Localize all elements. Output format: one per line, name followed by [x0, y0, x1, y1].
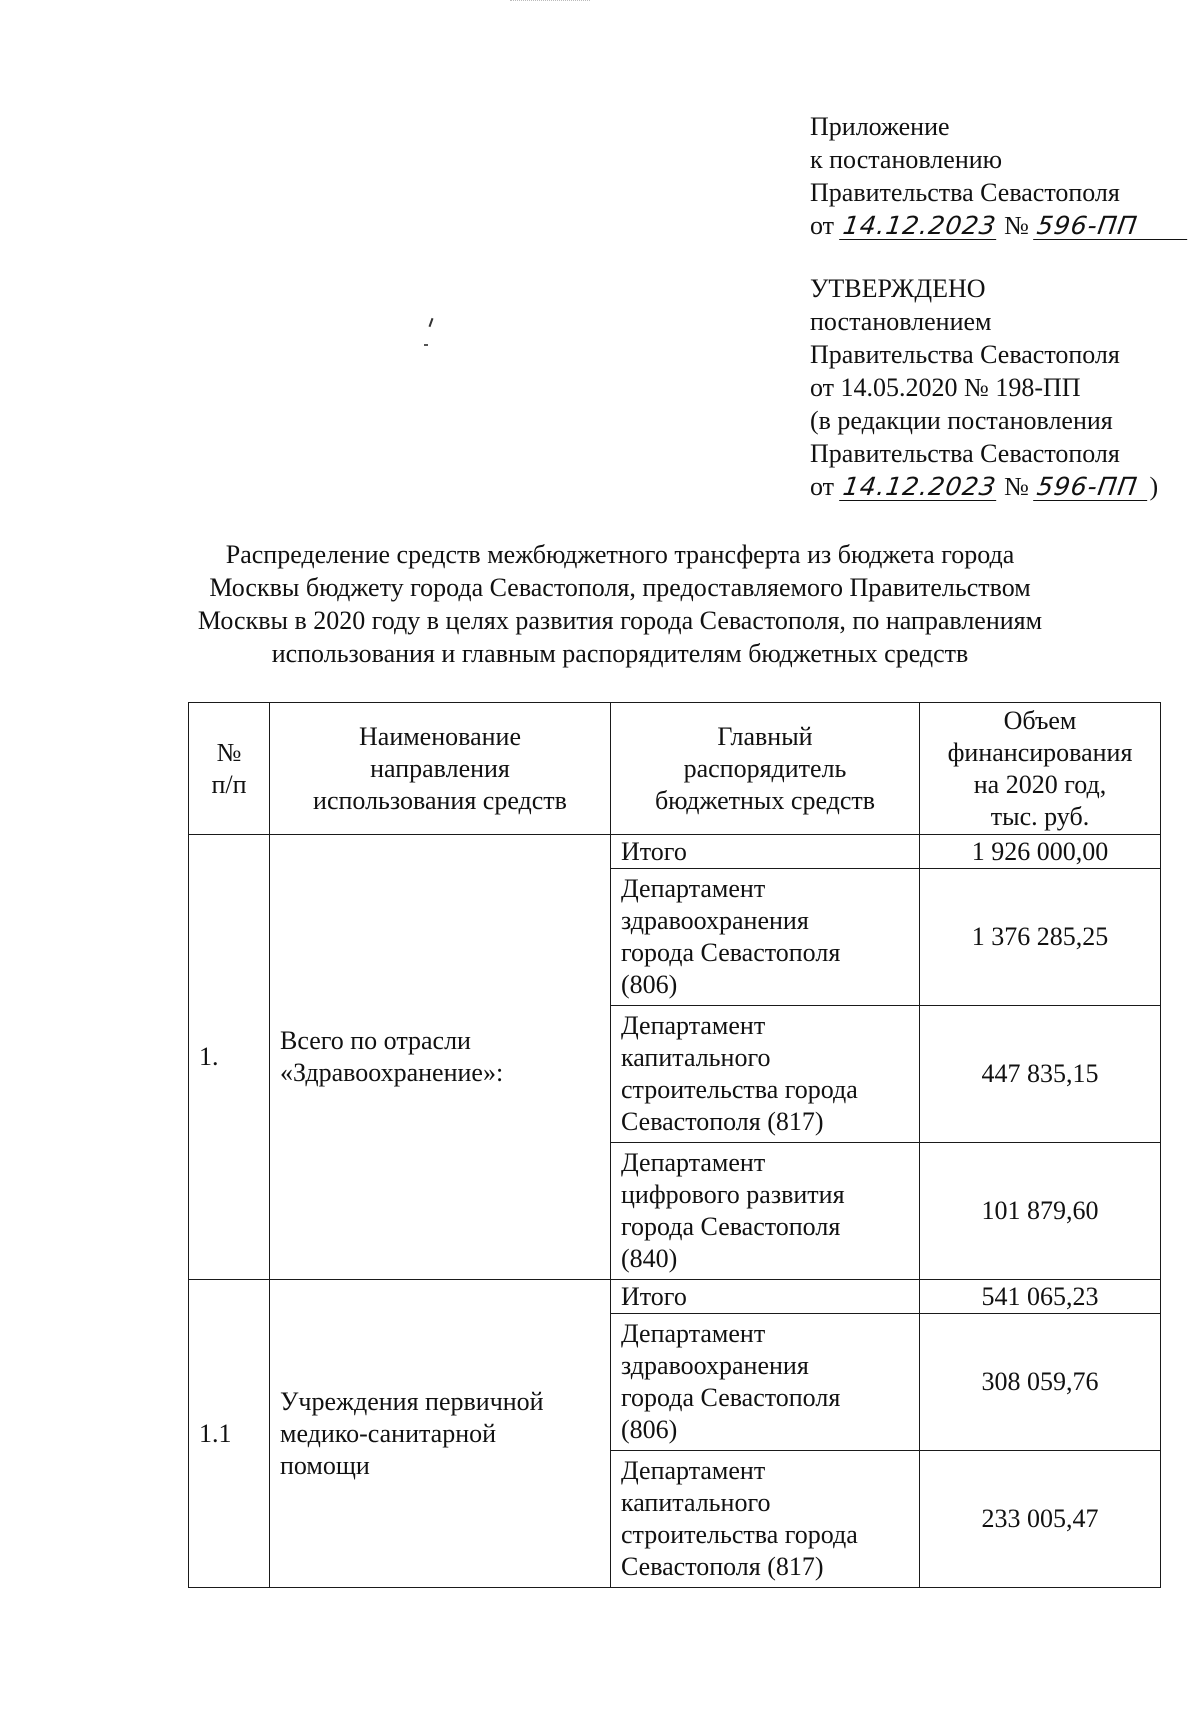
table-row [189, 1280, 1161, 1314]
header-text: Объем [1003, 705, 1077, 735]
distribution-table [188, 702, 1161, 1588]
number-sign: № [1004, 472, 1029, 501]
header-sum [920, 703, 1161, 835]
department-line: капитального [621, 1488, 771, 1517]
number-sign: № [1004, 211, 1029, 240]
department-cell [611, 1006, 920, 1143]
approved-line: от 14.05.2020 № 198-ПП [810, 373, 1081, 402]
department-line: здравоохранения [621, 1351, 809, 1380]
appendix-line: Приложение [810, 112, 950, 141]
department-line: цифрового развития [621, 1180, 845, 1209]
stray-pen-mark [429, 318, 434, 327]
department-line: Департамент [621, 874, 766, 903]
header-name [270, 703, 611, 835]
total-value: 541 065,23 [920, 1280, 1161, 1314]
department-line: капитального [621, 1043, 771, 1072]
department-line: города Севастополя [621, 1212, 841, 1241]
department-line: строительства города [621, 1075, 858, 1104]
direction-name-line: Всего по отрасли [280, 1026, 471, 1055]
from-prefix: от [810, 211, 835, 240]
direction-name-line: Учреждения первичной [280, 1386, 544, 1416]
department-cell [611, 1314, 920, 1451]
document-title [140, 538, 1100, 670]
department-line: строительства города [621, 1520, 858, 1549]
department-line: города Севастополя [621, 938, 841, 967]
department-line: здравоохранения [621, 906, 809, 935]
amount-cell: 233 005,47 [920, 1451, 1161, 1588]
header-text: бюджетных средств [654, 785, 876, 815]
direction-name-line: помощи [280, 1450, 370, 1480]
title-line: Москвы бюджету города Севастополя, предоставляемого Правительством [209, 573, 1031, 602]
header-dept [611, 703, 920, 835]
amount-cell: 101 879,60 [920, 1143, 1161, 1280]
direction-name-line: «Здравоохранение»: [280, 1058, 504, 1087]
direction-name [270, 1280, 611, 1588]
total-value: 1 926 000,00 [920, 835, 1161, 869]
department-cell [611, 1143, 920, 1280]
row-number: 1. [189, 835, 270, 1280]
approved-line: Правительства Севастополя [810, 340, 1120, 369]
table-header-row [189, 703, 1161, 835]
table-row [189, 835, 1161, 869]
header-text: п/п [211, 769, 247, 799]
total-label: Итого [611, 835, 920, 869]
approved-block [810, 272, 1158, 503]
appendix-line: к постановлению [810, 145, 1003, 174]
stray-pen-mark [424, 344, 428, 346]
handwritten-date: 14.12.2023 [840, 472, 998, 501]
approved-line: постановлением [810, 307, 992, 336]
approved-line: Правительства Севастополя [810, 439, 1120, 468]
header-text: Главный [717, 721, 813, 751]
handwritten-number: 596-ПП [1034, 213, 1192, 240]
title-line: Распределение средств межбюджетного трансферта из бюджета города [225, 540, 1015, 569]
row-number: 1.1 [189, 1280, 270, 1588]
header-text: финансирования [947, 737, 1133, 767]
header-text: распорядитель [683, 753, 847, 783]
amount-cell: 308 059,76 [920, 1314, 1161, 1451]
close-paren: ) [1149, 472, 1159, 501]
department-line: (806) [621, 970, 678, 999]
department-line: Департамент [621, 1319, 766, 1348]
department-line: Департамент [621, 1456, 766, 1485]
department-line: Департамент [621, 1148, 766, 1177]
appendix-line: Правительства Севастополя [810, 178, 1120, 207]
direction-name-line: медико-санитарной [280, 1418, 497, 1448]
direction-name [270, 835, 611, 1280]
header-text: № [216, 737, 242, 767]
approved-heading: УТВЕРЖДЕНО [810, 274, 986, 303]
department-line: Севастополя (817) [621, 1552, 824, 1581]
from-prefix: от [810, 472, 835, 501]
department-cell [611, 1451, 920, 1588]
title-line: использования и главным распорядителям бюджетных средств [271, 639, 969, 668]
amount-cell: 1 376 285,25 [920, 869, 1161, 1006]
header-text: на 2020 год, [973, 769, 1107, 799]
amount-cell: 447 835,15 [920, 1006, 1161, 1143]
department-cell [611, 869, 920, 1006]
department-line: города Севастополя [621, 1383, 841, 1412]
header-text: Наименование [359, 721, 521, 751]
total-label: Итого [611, 1280, 920, 1314]
department-line: Севастополя (817) [621, 1107, 824, 1136]
handwritten-number: 596-ПП [1034, 474, 1152, 501]
department-line: Департамент [621, 1011, 766, 1040]
department-line: (840) [621, 1244, 678, 1273]
approved-line: (в редакции постановления [810, 406, 1113, 435]
header-text: тыс. руб. [990, 801, 1090, 831]
header-text: направления [370, 753, 510, 783]
department-line: (806) [621, 1415, 678, 1444]
header-text: использования средств [313, 785, 567, 815]
handwritten-date: 14.12.2023 [840, 211, 998, 240]
header-num [189, 703, 270, 835]
title-line: Москвы в 2020 году в целях развития города Севастополя, по направлениям [197, 606, 1043, 635]
appendix-block [810, 110, 1189, 242]
scan-edge-marks [510, 0, 590, 5]
approved-date-line [810, 470, 1158, 503]
appendix-date-line [810, 209, 1189, 242]
